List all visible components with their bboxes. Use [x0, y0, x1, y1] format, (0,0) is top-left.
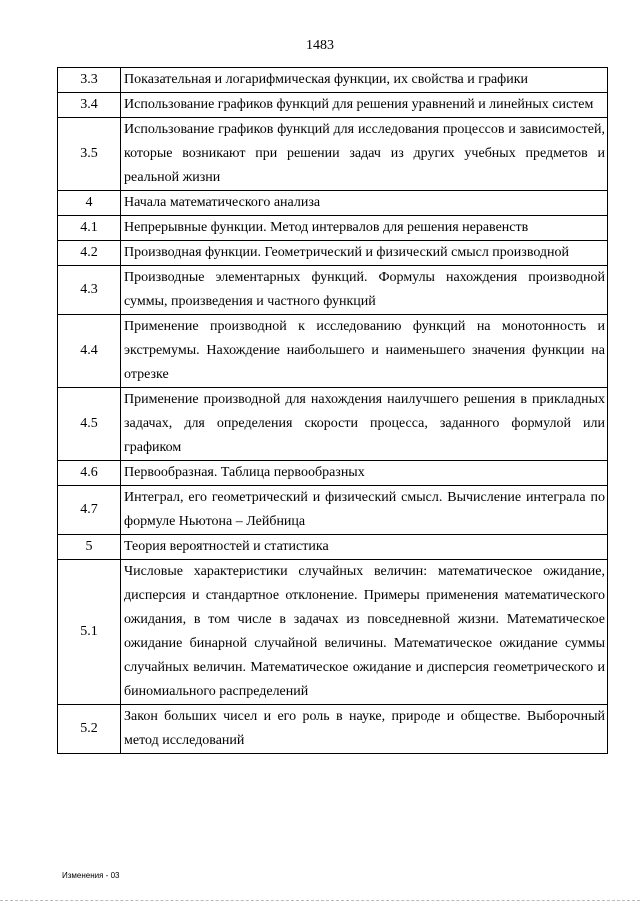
table-row: [58, 93, 608, 118]
table-row: [58, 388, 608, 461]
row-topic: Закон больших чисел и его роль в науке, природе и обществе. Выборочный метод исследований: [121, 705, 608, 754]
table-row: [58, 486, 608, 535]
row-number: 4.1: [58, 216, 121, 241]
table-row: [58, 705, 608, 754]
row-topic: Использование графиков функций для решения уравнений и линейных систем: [121, 93, 608, 118]
row-topic: Использование графиков функций для исследования процессов и зависимостей, которые возникают при решении задач из других учебных предметов и реальной жизни: [121, 118, 608, 191]
row-number: 5: [58, 535, 121, 560]
row-number: 4.2: [58, 241, 121, 266]
page-edge-divider: [0, 900, 640, 902]
row-number: 4: [58, 191, 121, 216]
table-row: [58, 191, 608, 216]
row-number: 3.3: [58, 68, 121, 93]
table-row: [58, 266, 608, 315]
table-row: [58, 241, 608, 266]
row-number: 5.1: [58, 560, 121, 705]
row-number: 4.6: [58, 461, 121, 486]
row-number: 4.3: [58, 266, 121, 315]
row-topic: Интеграл, его геометрический и физический смысл. Вычисление интеграла по формуле Ньютона – Лейбница: [121, 486, 608, 535]
table-body: [58, 68, 608, 754]
content-table: [57, 67, 608, 754]
row-topic: Теория вероятностей и статистика: [121, 535, 608, 560]
row-topic: Производная функции. Геометрический и физический смысл производной: [121, 241, 608, 266]
row-topic: Производные элементарных функций. Формулы нахождения производной суммы, произведения и частного функций: [121, 266, 608, 315]
table-row: [58, 461, 608, 486]
row-topic: Применение производной для нахождения наилучшего решения в прикладных задачах, для определения скорости процесса, заданного формулой или графиком: [121, 388, 608, 461]
row-number: 3.4: [58, 93, 121, 118]
row-topic: Первообразная. Таблица первообразных: [121, 461, 608, 486]
table-row: [58, 535, 608, 560]
page-number: 1483: [306, 38, 334, 53]
row-number: 4.5: [58, 388, 121, 461]
row-topic: Непрерывные функции. Метод интервалов для решения неравенств: [121, 216, 608, 241]
row-number: 3.5: [58, 118, 121, 191]
footer-revision: Изменения - 03: [62, 871, 120, 880]
row-number: 5.2: [58, 705, 121, 754]
table-row: [58, 118, 608, 191]
row-number: 4.4: [58, 315, 121, 388]
table-row: [58, 560, 608, 705]
table-row: [58, 315, 608, 388]
row-topic: Числовые характеристики случайных величин: математическое ожидание, дисперсия и стандартное отклонение. Примеры применения математического ожидания, в том числе в задачах из повседневной жизни. Математическое ожидание бинарной случайной величины. Математическое ожидание суммы случайных величин. Математическое ожидание и дисперсия геометрического и биномиального распределений: [121, 560, 608, 705]
row-topic: Применение производной к исследованию функций на монотонность и экстремумы. Нахождение наибольшего и наименьшего значения функции на отрезке: [121, 315, 608, 388]
row-topic: Показательная и логарифмическая функции, их свойства и графики: [121, 68, 608, 93]
table-row: [58, 68, 608, 93]
row-number: 4.7: [58, 486, 121, 535]
row-topic: Начала математического анализа: [121, 191, 608, 216]
table-row: [58, 216, 608, 241]
